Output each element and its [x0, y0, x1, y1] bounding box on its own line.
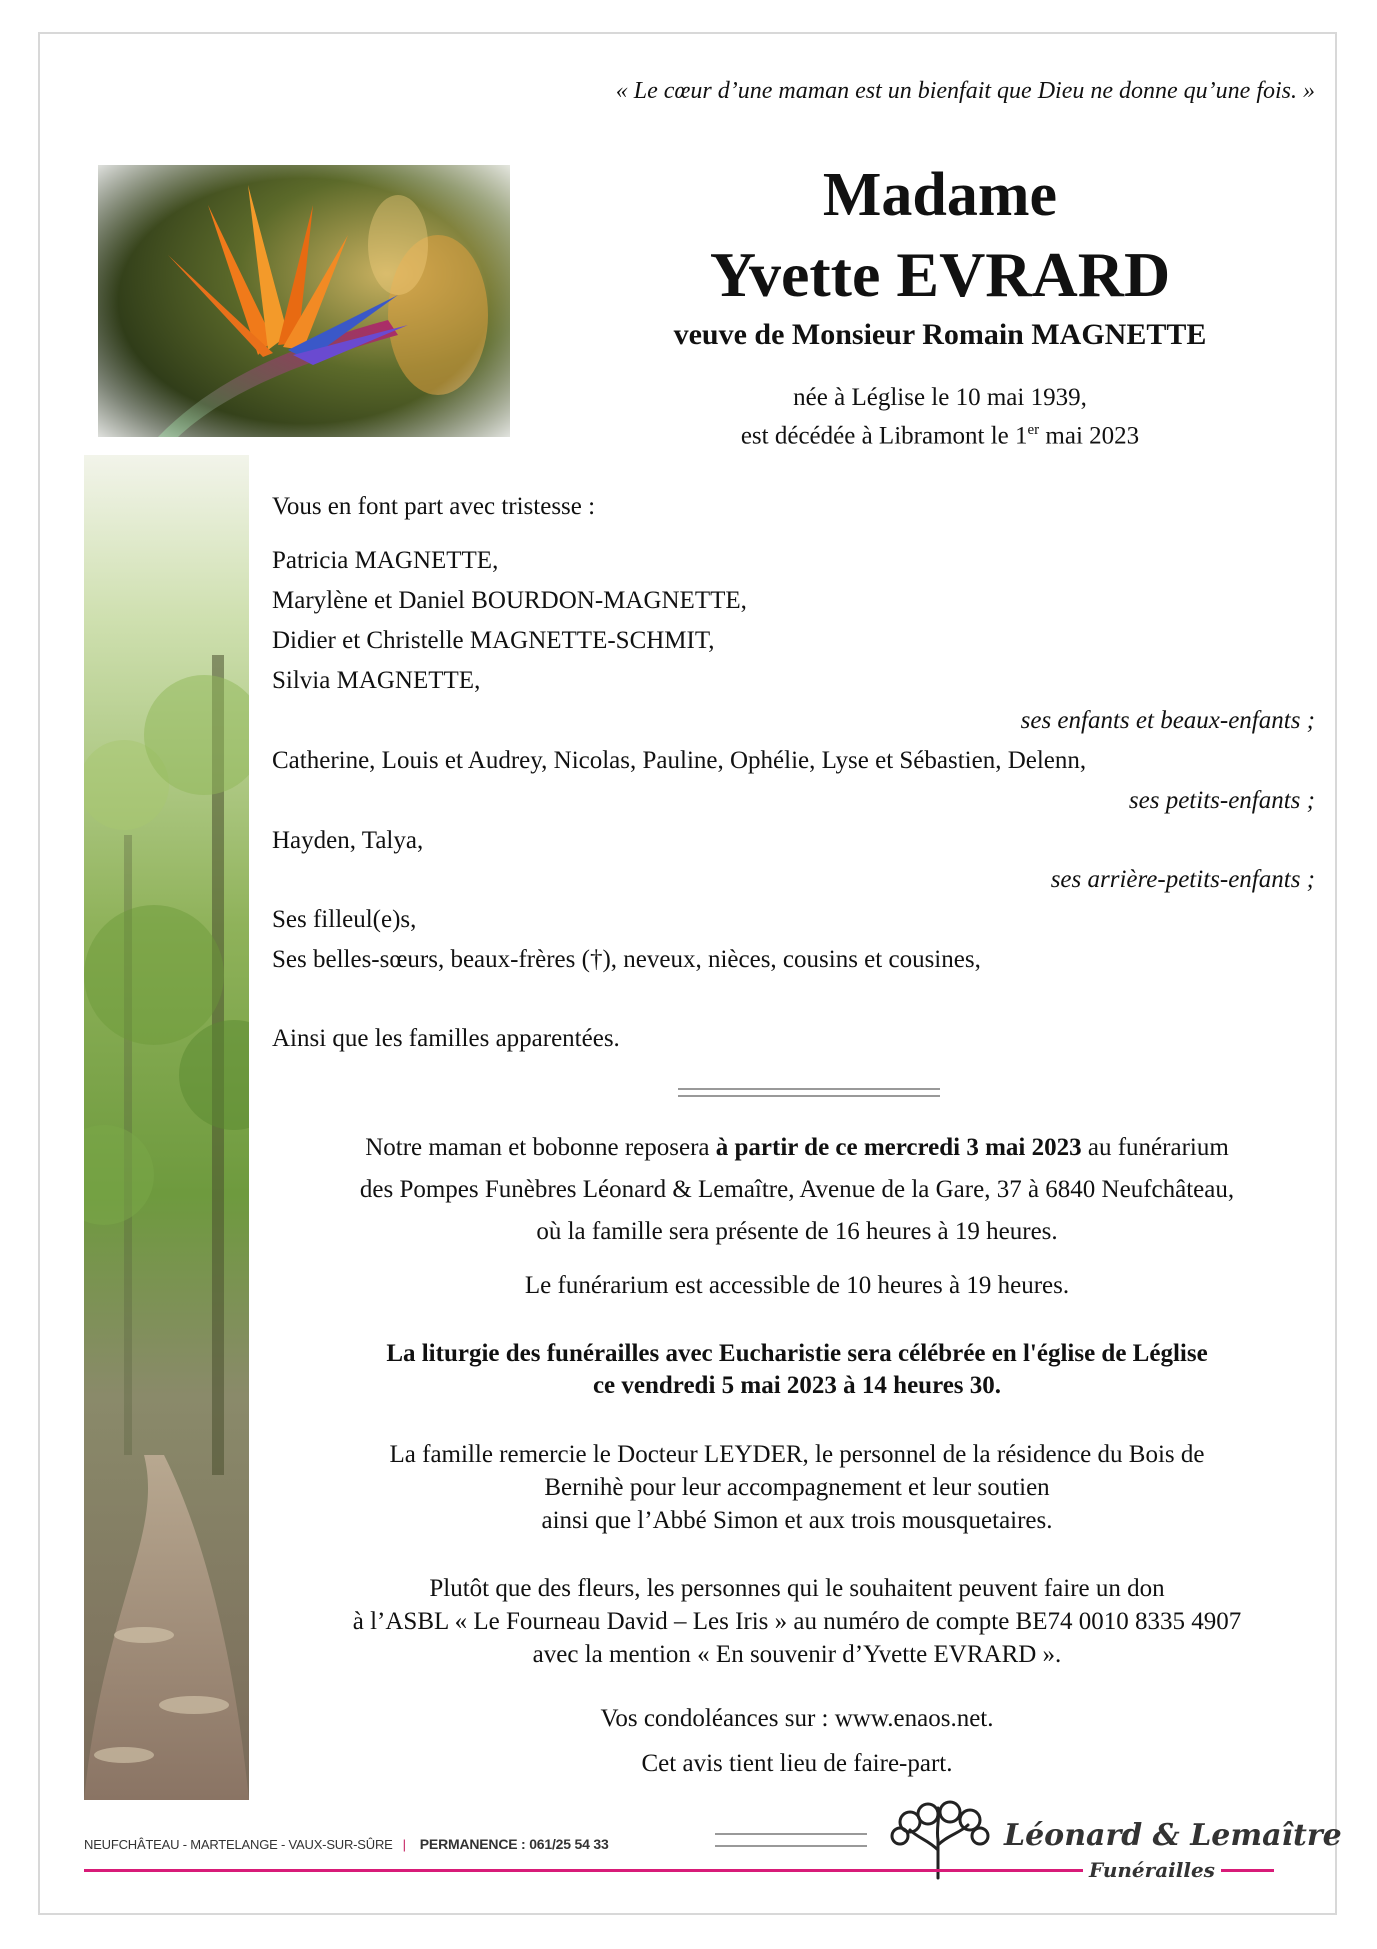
- thanks-line-1: La famille remercie le Docteur LEYDER, le personnel de la résidence du Bois de: [389, 1441, 1205, 1468]
- footer-contact: [84, 1836, 609, 1852]
- forest-path-image: [84, 455, 249, 1800]
- tree-logo-icon: [888, 1800, 998, 1885]
- thanks-line-2: Bernihè pour leur accompagnement et leur soutien: [544, 1474, 1050, 1501]
- access-hours: Le funérarium est accessible de 10 heures à 19 heures.: [524, 1272, 1070, 1299]
- liturgy-line-2: ce vendredi 5 mai 2023 à 14 heures 30.: [592, 1372, 1002, 1399]
- widow-line: veuve de Monsieur Romain MAGNETTE: [673, 318, 1207, 351]
- great-grandchildren: Hayden, Talya,: [272, 827, 424, 854]
- separator-rule: [678, 1088, 940, 1090]
- grandchildren: Catherine, Louis et Audrey, Nicolas, Pauline, Ophélie, Lyse et Sébastien, Delenn,: [272, 747, 1087, 774]
- footer-grey-rules: [715, 1833, 867, 1847]
- death-prefix: est décédée à Libramont le 1: [740, 422, 1028, 450]
- opening-quote: « Le cœur d’une maman est un bienfait que Dieu ne donne qu’une fois. »: [615, 78, 1315, 104]
- donation-line-3: avec la mention « En souvenir d’Yvette EVRARD ».: [532, 1641, 1062, 1668]
- thanks-line-3: ainsi que l’Abbé Simon et aux trois mousquetaires.: [541, 1507, 1053, 1534]
- grandchildren-label: ses petits-enfants ;: [1128, 787, 1315, 814]
- great-grandchildren-label: ses arrière-petits-enfants ;: [1050, 866, 1315, 893]
- families: Ainsi que les familles apparentées.: [272, 1025, 620, 1052]
- footer-permanence: PERMANENCE : 061/25 54 33: [419, 1836, 609, 1852]
- rest-line-2: des Pompes Funèbres Léonard & Lemaître, Avenue de la Gare, 37 à 6840 Neufchâteau,: [359, 1176, 1235, 1203]
- flower-photo: [98, 165, 510, 437]
- liturgy: [252, 1338, 1342, 1402]
- donation-line-2: à l’ASBL « Le Fourneau David – Les Iris » au numéro de compte BE74 0010 8335 4907: [352, 1608, 1242, 1635]
- birth-line: née à Léglise le 10 mai 1939,: [793, 384, 1087, 411]
- children-label: ses enfants et beaux-enfants ;: [1020, 707, 1315, 734]
- deceased-name: Yvette EVRARD: [709, 239, 1171, 310]
- child-4: Silvia MAGNETTE,: [272, 667, 481, 694]
- donation-line-1: Plutôt que des fleurs, les personnes qui le souhaitent peuvent faire un don: [429, 1575, 1165, 1602]
- rest-text-a: Notre maman et bobonne reposera: [365, 1134, 716, 1161]
- death-sup: er: [1027, 422, 1040, 438]
- rest-date: à partir de ce mercredi 3 mai 2023: [715, 1134, 1082, 1161]
- rest-text-b: au funérarium: [1081, 1134, 1229, 1161]
- footer-separator: |: [402, 1837, 406, 1852]
- notice: Cet avis tient lieu de faire-part.: [641, 1750, 953, 1777]
- brand-subtitle: Funérailles: [1083, 1858, 1221, 1882]
- brand-name: Léonard & Lemaître: [1004, 1818, 1342, 1853]
- rest-line-3: où la famille sera présente de 16 heures à 19 heures.: [536, 1218, 1058, 1245]
- godchildren: Ses filleul(e)s,: [272, 906, 417, 933]
- donation: [252, 1572, 1342, 1671]
- liturgy-line-1: La liturgie des funérailles avec Eucharistie sera célébrée en l'église de Léglise: [386, 1340, 1208, 1367]
- rest-line-1: [252, 1128, 1342, 1168]
- child-2: Marylène et Daniel BOURDON-MAGNETTE,: [272, 587, 747, 614]
- death-suffix: mai 2023: [1039, 422, 1140, 450]
- title-madame: Madame: [822, 161, 1058, 229]
- intro-line: Vous en font part avec tristesse :: [272, 493, 596, 520]
- thanks: [252, 1438, 1342, 1537]
- child-1: Patricia MAGNETTE,: [272, 547, 499, 574]
- inlaws: Ses belles-sœurs, beaux-frères (†), neveux, nièces, cousins et cousines,: [272, 946, 981, 973]
- rest-info: [252, 1128, 1342, 1252]
- separator-rule-2: [678, 1095, 940, 1097]
- birth-death-dates: [580, 382, 1300, 452]
- footer-locations: NEUFCHÂTEAU - MARTELANGE - VAUX-SUR-SÛRE: [84, 1837, 393, 1852]
- condolences: Vos condoléances sur : www.enaos.net.: [600, 1705, 994, 1732]
- child-3: Didier et Christelle MAGNETTE-SCHMIT,: [272, 627, 715, 654]
- death-line: [580, 414, 1300, 452]
